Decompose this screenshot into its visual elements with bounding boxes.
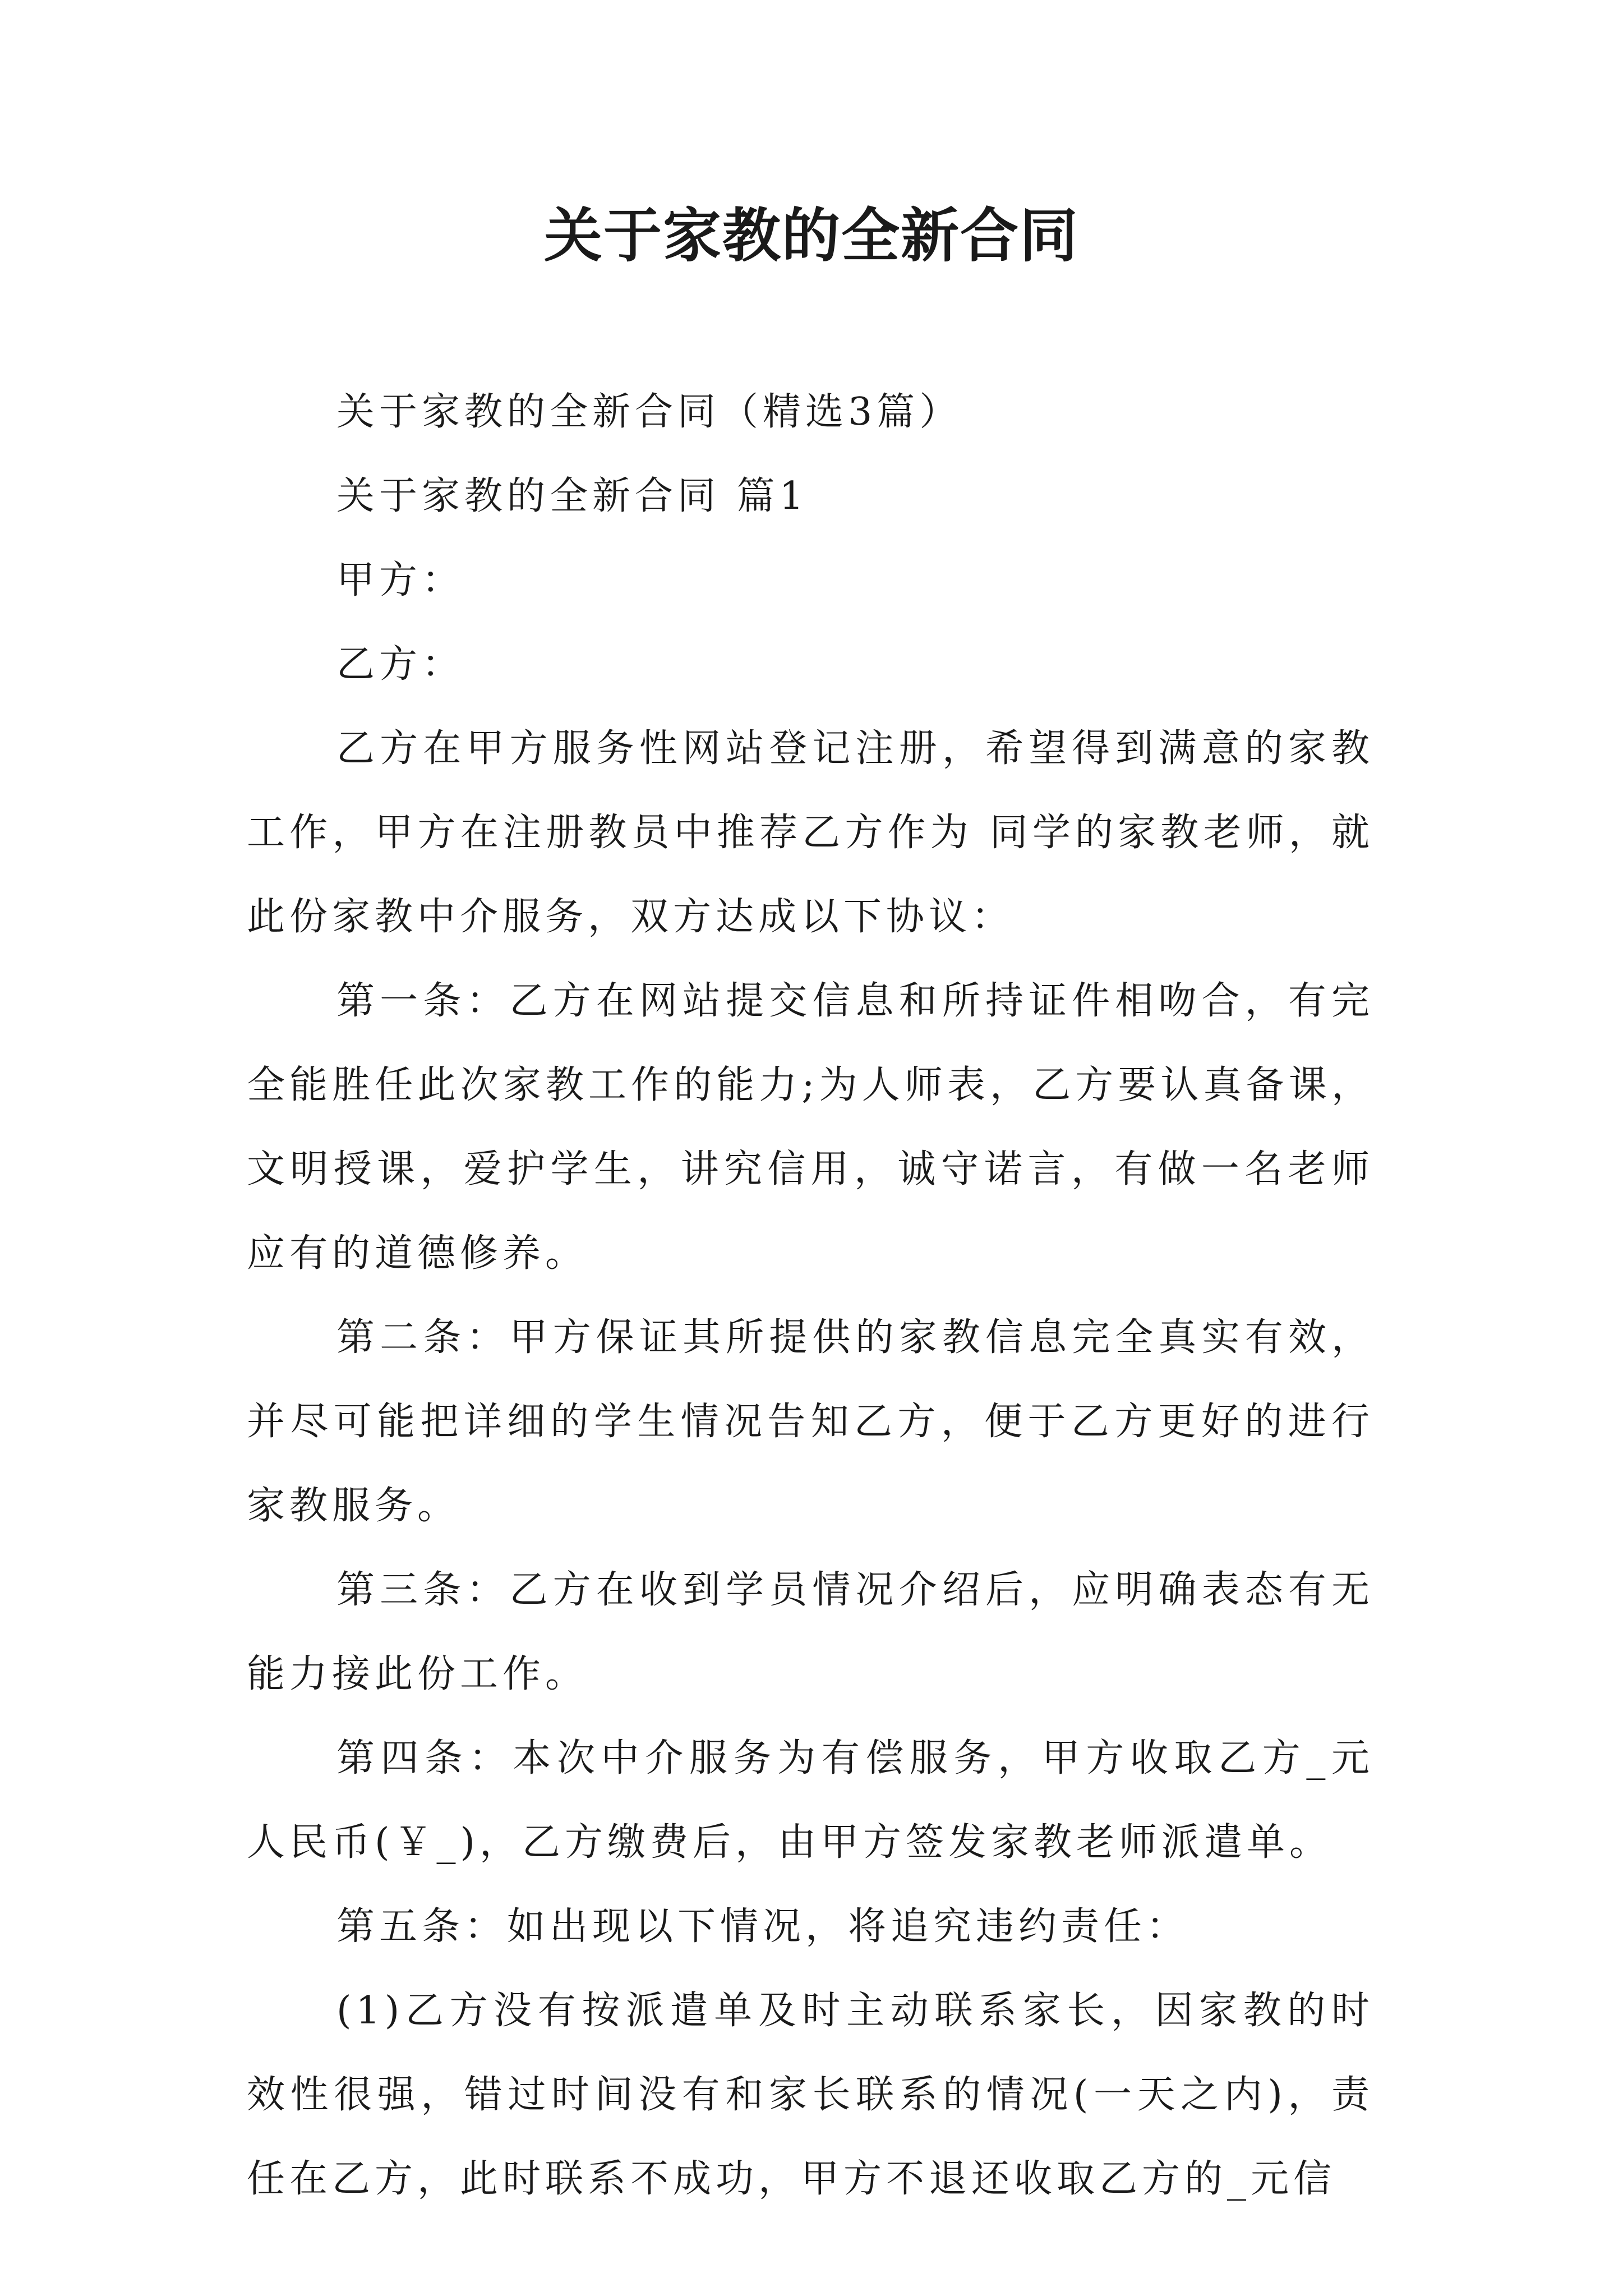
- document-body: [247, 370, 1374, 2221]
- intro-paragraph: 乙方在甲方服务性网站登记注册，希望得到满意的家教工作，甲方在注册教员中推荐乙方作为 同学的家教老师，就此份家教中介服务，双方达成以下协议：: [247, 726, 1374, 939]
- article-3-paragraph: 第三条：乙方在收到学员情况介绍后，应明确表态有无能力接此份工作。: [247, 1568, 1374, 1696]
- party-b-label: 乙方：: [336, 642, 465, 687]
- document-title: 关于家教的全新合同: [543, 201, 1079, 270]
- section-heading: 关于家教的全新合同 篇1: [336, 474, 808, 518]
- article-5-paragraph: 第五条：如出现以下情况，将追究违约责任：: [336, 1904, 1189, 1949]
- article-5-item-1-paragraph: (1)乙方没有按派遣单及时主动联系家长，因家教的时效性很强，错过时间没有和家长联系的情况(一天之内)，责任在乙方，此时联系不成功，甲方不退还收取乙方的_元信: [247, 1989, 1374, 2201]
- document-subtitle: 关于家教的全新合同（精选3篇）: [336, 390, 962, 434]
- article-4-paragraph: 第四条：本次中介服务为有偿服务，甲方收取乙方_元人民币(￥_)，乙方缴费后，由甲方签发家教老师派遣单。: [247, 1736, 1374, 1865]
- article-2-paragraph: 第二条：甲方保证其所提供的家教信息完全真实有效，并尽可能把详细的学生情况告知乙方，便于乙方更好的进行家教服务。: [247, 1315, 1374, 1528]
- article-1-paragraph: 第一条：乙方在网站提交信息和所持证件相吻合，有完全能胜任此次家教工作的能力;为人师表，乙方要认真备课，文明授课，爱护学生，讲究信用，诚守诺言，有做一名老师应有的道德修养。: [247, 979, 1374, 1276]
- party-a-label: 甲方：: [336, 558, 465, 602]
